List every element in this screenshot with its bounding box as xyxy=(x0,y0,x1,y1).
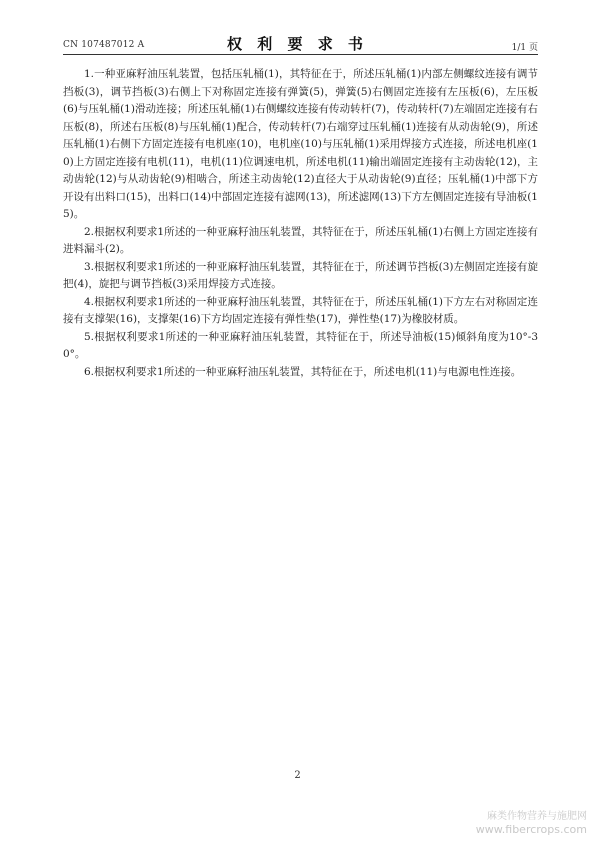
claim-4: 4.根据权利要求1所述的一种亚麻籽油压轧装置，其特征在于，所述压轧桶(1)下方左右对称固定连接有支撑架(16)，支撑架(16)下方均固定连接有弹性垫(17)，弹性垫(17)为橡胶材质。 xyxy=(63,295,538,325)
watermark xyxy=(476,810,587,836)
claims-list xyxy=(63,66,538,381)
watermark-site-name: 麻类作物营养与施肥网 xyxy=(487,811,587,822)
header-divider xyxy=(63,54,538,55)
document-number: CN 107487012 A xyxy=(63,40,145,50)
claim-5: 5.根据权利要求1所述的一种亚麻籽油压轧装置，其特征在于，所述导油板(15)倾斜角度为10°-30°。 xyxy=(63,330,538,360)
page-title: 权 利 要 求 书 xyxy=(227,35,368,53)
claim-3: 3.根据权利要求1所述的一种亚麻籽油压轧装置，其特征在于，所述调节挡板(3)左侧固定连接有旋把(4)，旋把与调节挡板(3)采用焊接方式连接。 xyxy=(63,260,538,290)
page-count: 1/1 页 xyxy=(511,43,538,53)
claim-6: 6.根据权利要求1所述的一种亚麻籽油压轧装置，其特征在于，所述电机(11)与电源电性连接。 xyxy=(84,365,522,378)
page-number: 2 xyxy=(294,770,301,781)
claim-2: 2.根据权利要求1所述的一种亚麻籽油压轧装置，其特征在于，所述压轧桶(1)右侧上方固定连接有进料漏斗(2)。 xyxy=(63,225,538,255)
claim-1: 1.一种亚麻籽油压轧装置，包括压轧桶(1)，其特征在于，所述压轧桶(1)内部左侧螺纹连接有调节挡板(3)，调节挡板(3)右侧上下对称固定连接有弹簧(5)，弹簧(5)右侧固定连接有左压板(6)，左压板(6)与压轧桶(1)滑动连接；所述压轧桶(1)右侧螺纹连接有传动转杆(7)，传动转杆(7)左端固定连接有右压板(8)，所述右压板(8)与压轧桶(1)配合，传动转杆(7)右端穿过压轧桶(1)连接有从动齿轮(9)，所述压轧桶(1)右侧下方固定连接有电机座(10)，电机座(10)与压轧桶(1)采用焊接方式连接，所述电机座(10)上方固定连接有电机(11)，电机(11)位调速电机，所述电机(11)输出端固定连接有主动齿轮(12)，主动齿轮(12)与从动齿轮(9)相啮合，所述主动齿轮(12)直径大于从动齿轮(9)直径；压轧桶(1)中部下方开设有出料口(15)，出料口(14)中部固定连接有滤网(13)，所述滤网(13)下方左侧固定连接有导油板(15)。 xyxy=(63,68,538,220)
watermark-url: www.fibercrops.com xyxy=(475,823,587,836)
